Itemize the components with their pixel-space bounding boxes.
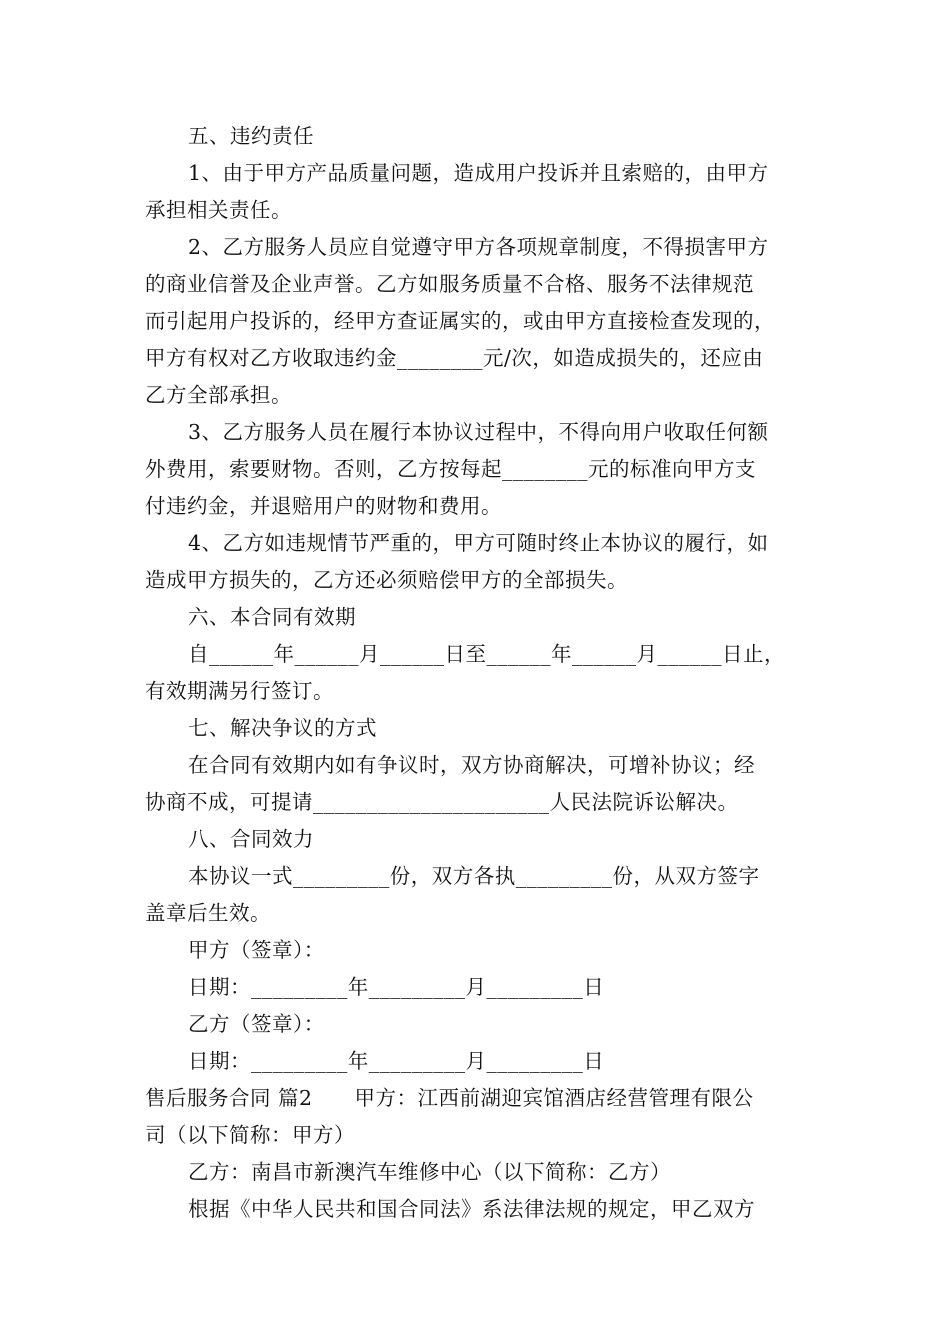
paragraph-line: 司（以下简称：甲方） bbox=[145, 1123, 355, 1147]
paragraph-line: 甲方有权对乙方收取违约金________元/次，如造成损失的，还应由 bbox=[145, 346, 764, 370]
paragraph-line: 而引起用户投诉的，经甲方查证属实的，或由甲方直接检查发现的， bbox=[145, 309, 775, 333]
paragraph-line: 盖章后生效。 bbox=[145, 901, 271, 925]
paragraph-line: 本协议一式_________份，双方各执_________份，从双方签字 bbox=[188, 864, 760, 888]
party-b-line: 乙方：南昌市新澳汽车维修中心（以下简称：乙方） bbox=[188, 1160, 671, 1184]
paragraph-line: 造成甲方损失的，乙方还必须赔偿甲方的全部损失。 bbox=[145, 568, 628, 592]
paragraph-line: 4、乙方如违规情节严重的，甲方可随时终止本协议的履行，如 bbox=[188, 531, 769, 555]
paragraph-line: 3、乙方服务人员在履行本协议过程中，不得向用户收取任何额 bbox=[188, 420, 769, 444]
paragraph-line: 自______年______月______日至______年______月______日止， bbox=[188, 642, 785, 666]
paragraph-line: 付违约金，并退赔用户的财物和费用。 bbox=[145, 494, 502, 518]
party-b-date-line: 日期：_________年_________月_________日 bbox=[188, 1049, 605, 1073]
paragraph-line: 协商不成，可提请______________________人民法院诉讼解决。 bbox=[145, 790, 739, 814]
party-a-signature-line: 甲方（签章）： bbox=[188, 938, 325, 962]
party-a-date-line: 日期：_________年_________月_________日 bbox=[188, 975, 605, 999]
paragraph-line: 1、由于甲方产品质量问题，造成用户投诉并且索赔的，由甲方 bbox=[188, 161, 769, 185]
paragraph-line: 根据《中华人民共和国合同法》系法律法规的规定，甲乙双方 bbox=[188, 1197, 755, 1221]
section-heading-validity-period: 六、本合同有效期 bbox=[188, 605, 356, 629]
paragraph-line: 乙方全部承担。 bbox=[145, 383, 292, 407]
contract-2-heading-line: 售后服务合同 篇2 甲方：江西前湖迎宾馆酒店经营管理有限公 bbox=[145, 1086, 754, 1110]
section-heading-breach-liability: 五、违约责任 bbox=[188, 124, 314, 148]
section-heading-contract-effect: 八、合同效力 bbox=[188, 827, 314, 851]
paragraph-line: 2、乙方服务人员应自觉遵守甲方各项规章制度，不得损害甲方 bbox=[188, 235, 769, 259]
section-heading-dispute-resolution: 七、解决争议的方式 bbox=[188, 716, 377, 740]
paragraph-line: 承担相关责任。 bbox=[145, 198, 292, 222]
party-b-signature-line: 乙方（签章）： bbox=[188, 1012, 325, 1036]
paragraph-line: 有效期满另行签订。 bbox=[145, 679, 334, 703]
paragraph-line: 在合同有效期内如有争议时，双方协商解决，可增补协议；经 bbox=[188, 753, 755, 777]
paragraph-line: 外费用，索要财物。否则，乙方按每起________元的标准向甲方支 bbox=[145, 457, 756, 481]
paragraph-line: 的商业信誉及企业声誉。乙方如服务质量不合格、服务不法律规范 bbox=[145, 272, 754, 296]
